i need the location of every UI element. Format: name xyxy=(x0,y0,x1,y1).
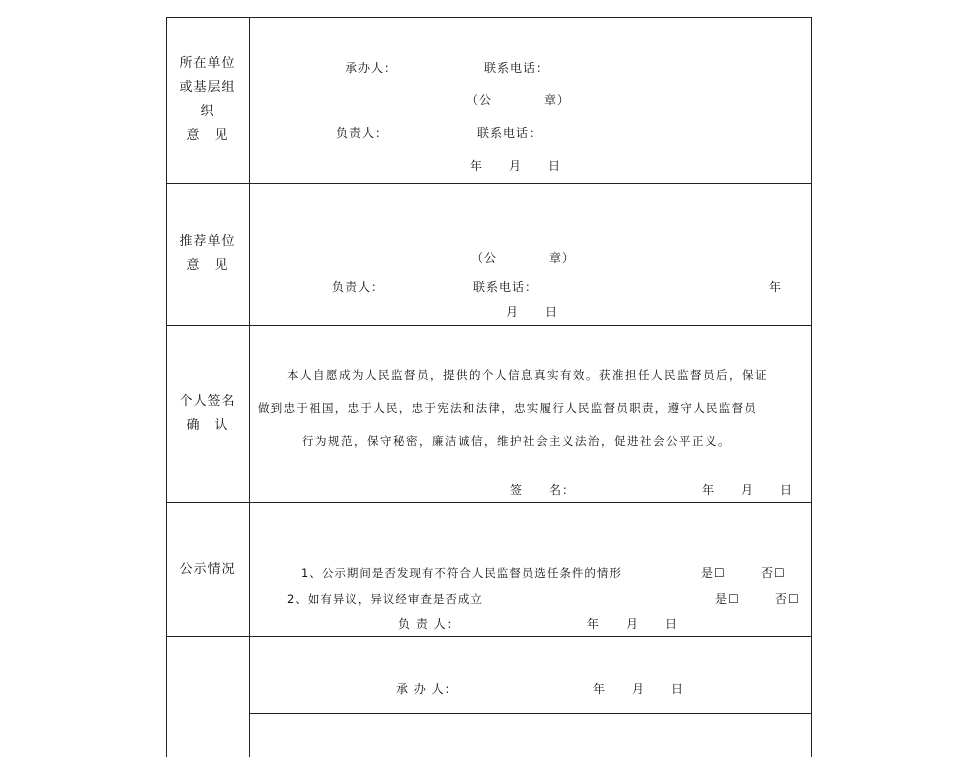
recommend-unit-label: 推荐单位 意 见 xyxy=(179,234,236,273)
pledge-text-line: 做到忠于祖国，忠于人民，忠于宪法和法律，忠实履行人民监督员职责，遵守人民监督员 xyxy=(258,401,758,415)
row-divider xyxy=(166,325,812,326)
no-checkbox[interactable]: 否☐ xyxy=(775,592,800,606)
signature-field-label: 签 名： xyxy=(510,483,576,497)
pledge-text-line: 行为规范，保守秘密，廉洁诚信，维护社会主义法治，促进社会公平正义。 xyxy=(302,434,731,448)
row-divider xyxy=(166,636,812,637)
handler-field-label: 承 办 人： xyxy=(396,682,458,696)
signature-confirm-label: 个人签名 确 认 xyxy=(179,394,236,433)
table-right-border xyxy=(811,17,812,757)
yes-checkbox[interactable]: 是☐ xyxy=(715,592,740,606)
publicity-item: 1、公示期间是否发现有不符合人民监督员选任条件的情形 xyxy=(301,566,622,580)
responsible-person-label: 负责人： xyxy=(336,126,389,140)
no-checkbox[interactable]: 否☐ xyxy=(761,566,786,580)
date-field: 年 月 日 xyxy=(470,159,562,173)
yes-checkbox[interactable]: 是☐ xyxy=(701,566,726,580)
cell-divider xyxy=(249,713,812,714)
date-year: 年 xyxy=(769,280,783,294)
seal-placeholder: （公 章） xyxy=(471,251,576,265)
date-field: 年 月 日 xyxy=(587,617,679,631)
date-month-day: 月 日 xyxy=(506,305,559,319)
row-divider xyxy=(166,183,812,184)
row-divider xyxy=(166,502,812,503)
contact-phone-label: 联系电话： xyxy=(477,126,543,140)
responsible-person-label: 负责人： xyxy=(332,280,385,294)
date-field: 年 月 日 xyxy=(593,682,685,696)
publicity-label: 公示情况 xyxy=(179,562,236,577)
pledge-text-line: 本人自愿成为人民监督员，提供的个人信息真实有效。获准担任人民监督员后，保证 xyxy=(287,368,768,382)
contact-phone-label: 联系电话： xyxy=(484,61,550,75)
seal-placeholder: （公 章） xyxy=(466,93,571,107)
date-field: 年 月 日 xyxy=(702,483,794,497)
responsible-person-label: 负 责 人： xyxy=(398,617,460,631)
table-top-border xyxy=(166,17,812,18)
contact-phone-label: 联系电话： xyxy=(473,280,539,294)
handler-field-label: 承办人： xyxy=(345,61,398,75)
label-column-divider xyxy=(249,17,250,757)
unit-opinion-label: 所在单位 或基层组 织 意 见 xyxy=(179,56,236,143)
publicity-item: 2、如有异议，异议经审查是否成立 xyxy=(287,592,483,606)
